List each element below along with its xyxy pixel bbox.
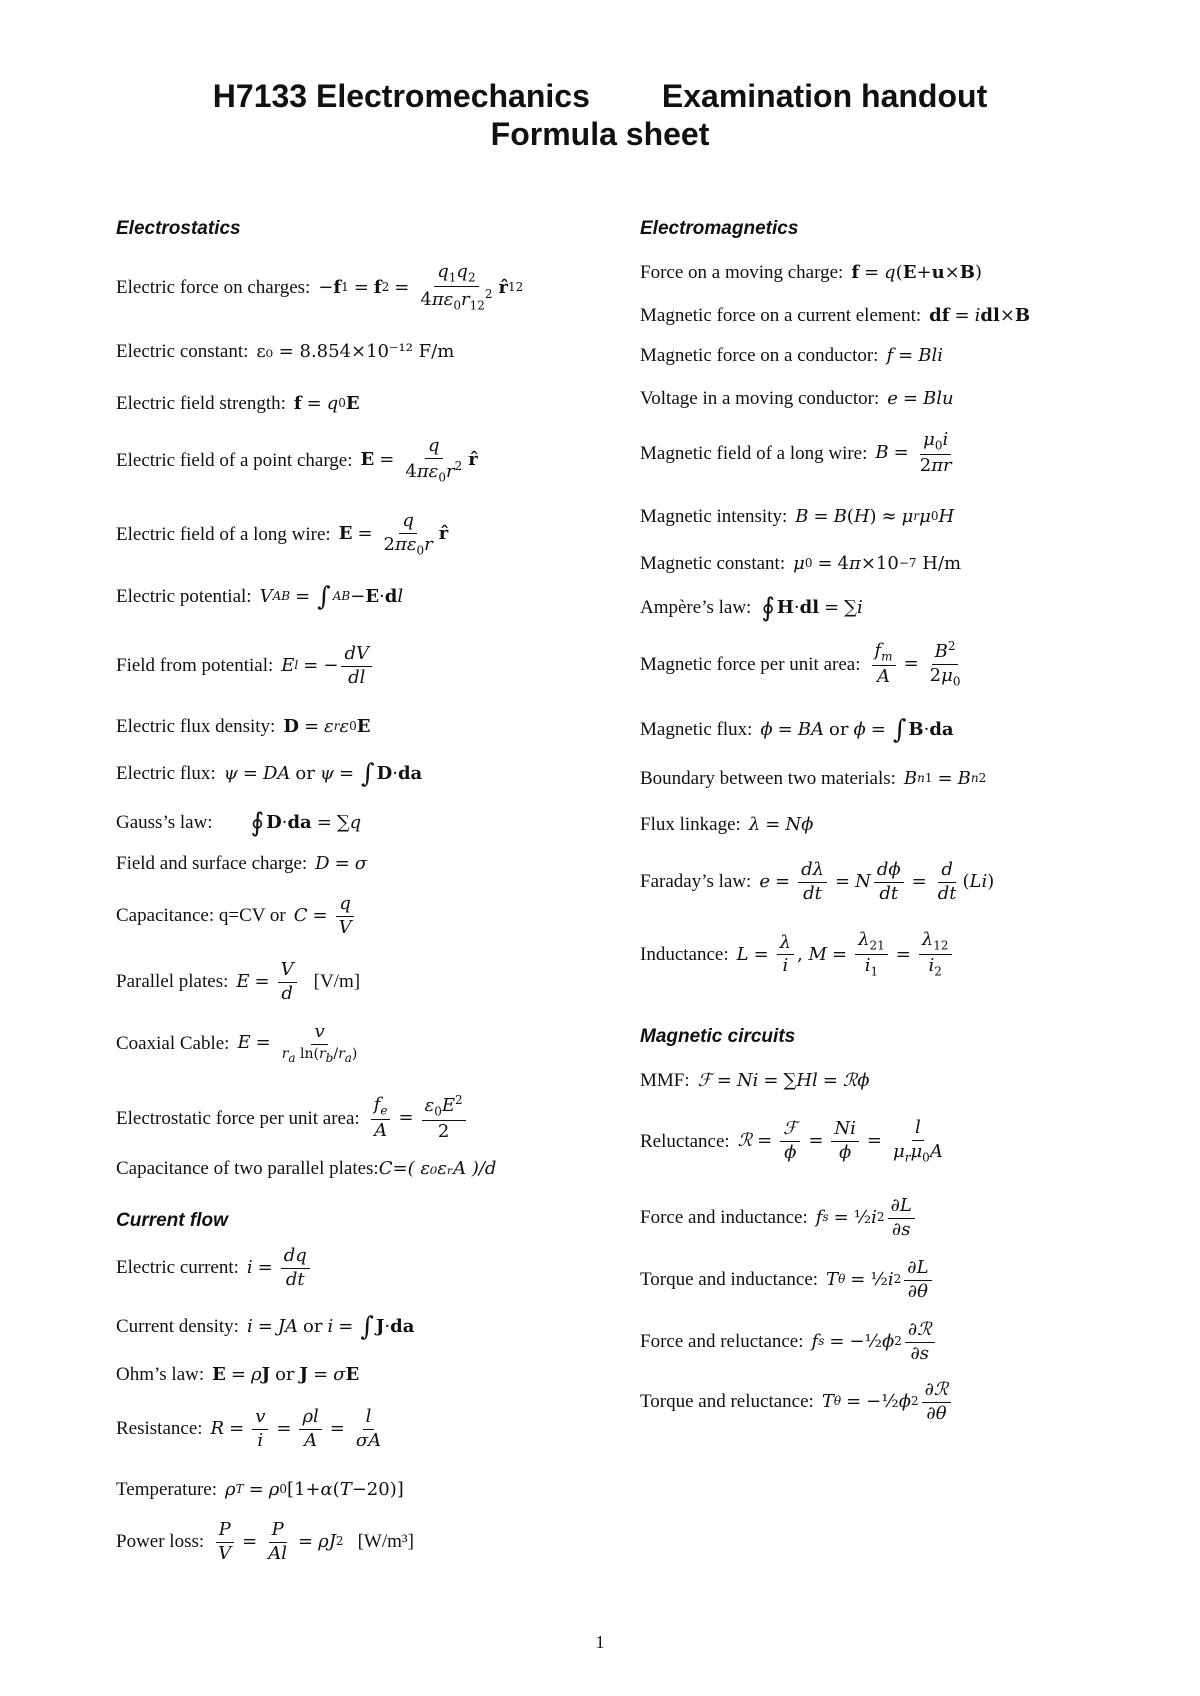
- formula-long-wire-magnetic: Magnetic field of a long wire: B = $\frac{\mu_0i}{2\pi r}$: [640, 429, 952, 477]
- section-heading-current-flow: Current flow: [116, 1210, 228, 1231]
- formula-capacitance: Capacitance: q=CV or C = $\frac{q}{V}$: [116, 894, 358, 938]
- page-number: 1: [595, 1632, 605, 1652]
- formula-ohms-law: Ohm’s law: E = ρ J or J = σ E: [116, 1363, 360, 1385]
- formula-power-loss: Power loss: $\frac{P}{V}$ = $\frac{P}{Al}$ = ρJ 2 [W/m³]: [116, 1519, 414, 1564]
- formula-current-density: Current density: i = JA or i = ∫ J · da: [116, 1312, 415, 1342]
- formula-reluctance: Reluctance: ℛ = $\frac{\text{ℱ}}{\phi}$ = $\frac{Ni}{\phi}$ = $\frac{l}{\mu_r\mu_0A}$: [640, 1117, 943, 1165]
- formula-boundary: Boundary between two materials: B n1 = B n2: [640, 767, 987, 789]
- formula-faraday-law: Faraday’s law: e = $\frac{d\lambda}{dt}$ = N $\frac{d\phi}{dt}$ = $\frac{d}{dt}$ ( Li ): [640, 859, 995, 904]
- formula-electric-flux: Electric flux: ψ = DA or ψ = ∫ D · da: [116, 759, 423, 789]
- formula-temperature: Temperature: ρ T = ρ 0 [1+ α ( T −20)]: [116, 1478, 404, 1500]
- formula-resistance: Resistance: R = $\frac{v}{i}$ = $\frac{\rho l}{A}$ = $\frac{l}{\sigma A}$: [116, 1406, 382, 1451]
- section-heading-electromagnetics: Electromagnetics: [640, 218, 799, 239]
- formula-moving-conductor-voltage: Voltage in a moving conductor: e = Blu: [640, 387, 954, 409]
- section-heading-electrostatics: Electrostatics: [116, 218, 241, 239]
- section-heading-magnetic-circuits: Magnetic circuits: [640, 1026, 796, 1047]
- formula-electrostatic-force-area: Electrostatic force per unit area: $\frac{f_e}{A}$ = $\frac{\varepsilon_0E^2}{2}$: [116, 1094, 469, 1143]
- formula-flux-density: Electric flux density: D = ε r ε 0 E: [116, 715, 371, 737]
- formula-flux-linkage: Flux linkage: λ = Nϕ: [640, 813, 814, 835]
- formula-mmf: MMF: ℱ = Ni = ∑ Hl = ℛϕ: [640, 1069, 870, 1091]
- formula-moving-charge: Force on a moving charge: f = q ( E + u × B ): [640, 261, 982, 283]
- document-type: Examination handout: [661, 78, 988, 114]
- formula-magnetic-force-area: Magnetic force per unit area: $\frac{f_m}{A}$ = $\frac{B^2}{2\mu_0}$: [640, 639, 961, 689]
- formula-electric-force: Electric force on charges: − f 1 = f 2 = $\frac{q_1q_2}{4\pi\varepsilon_0r_{12}^2}$ r̂ 12: [116, 261, 524, 313]
- formula-current-element: Magnetic force on a current element: df = i d l × B: [640, 304, 1031, 326]
- formula-force-inductance: Force and inductance: f s = ½ i 2 $\frac{\partial L}{\partial s}$: [640, 1196, 918, 1240]
- document-subtitle: Formula sheet: [490, 116, 710, 152]
- formula-capacitance-plates: Capacitance of two parallel plates: C=( ε₀εᵣA )/d: [116, 1157, 497, 1179]
- formula-force-reluctance: Force and reluctance: f s = −½ ϕ 2 $\frac{\text{∂ℛ}}{\partial s}$: [640, 1320, 938, 1364]
- formula-magnetic-intensity: Magnetic intensity: B = B ( H ) ≈ μ r μ 0 H: [640, 505, 955, 527]
- formula-torque-inductance: Torque and inductance: T θ = ½ i 2 $\frac{\partial L}{\partial\theta}$: [640, 1258, 935, 1302]
- formula-field-from-potential: Field from potential: E l = − $\frac{dV}{dl}$: [116, 644, 375, 688]
- formula-torque-reluctance: Torque and reluctance: T θ = −½ ϕ 2 $\frac{\text{∂ℛ}}{\partial\theta}$: [640, 1380, 954, 1424]
- formula-electric-potential: Electric potential: V AB = ∫ A B − E · d l: [116, 582, 404, 612]
- formula-surface-charge: Field and surface charge: D = σ: [116, 852, 367, 874]
- course-title: H7133 Electromechanics: [212, 78, 590, 114]
- formula-field-strength: Electric field strength: f = q 0 E: [116, 392, 360, 414]
- formula-magnetic-flux: Magnetic flux: ϕ = BA or ϕ = ∫ B · da: [640, 715, 954, 745]
- formula-electric-current: Electric current: i = $\frac{dq}{dt}$: [116, 1246, 313, 1290]
- document-title: [0, 78, 1200, 115]
- formula-parallel-plates: Parallel plates: E = $\frac{V}{d}$ [V/m]: [116, 959, 361, 1004]
- formula-gauss-law: Gauss’s law: ∮ D · da = ∑ q: [116, 808, 362, 838]
- formula-force-conductor: Magnetic force on a conductor: f = Bli: [640, 344, 943, 366]
- formula-inductance: Inductance: L = $\frac{\lambda}{i}$ , M = $\frac{\lambda_{21}}{i_1}$ = $\frac{\lambda_{12}}{i_2}$: [640, 930, 955, 980]
- formula-coaxial-cable: Coaxial Cable: E = $\frac{v}{r_a \ln(r_b/r_a)}$: [116, 1021, 358, 1065]
- formula-point-charge: Electric field of a point charge: E = $\frac{q}{4\pi\varepsilon_0r^2}$ r̂: [116, 435, 478, 485]
- formula-electric-constant: Electric constant: ε₀ = 8.854×10⁻¹² F/m: [116, 340, 455, 362]
- formula-long-wire-field: Electric field of a long wire: E = $\frac{q}{2\pi\varepsilon_0r}$ r̂: [116, 510, 449, 558]
- formula-magnetic-constant: Magnetic constant: μ 0 = 4 π ×10 −7 H/m: [640, 552, 962, 574]
- formula-ampere-law: Ampère’s law: ∮ H · dl = ∑ i: [640, 593, 863, 623]
